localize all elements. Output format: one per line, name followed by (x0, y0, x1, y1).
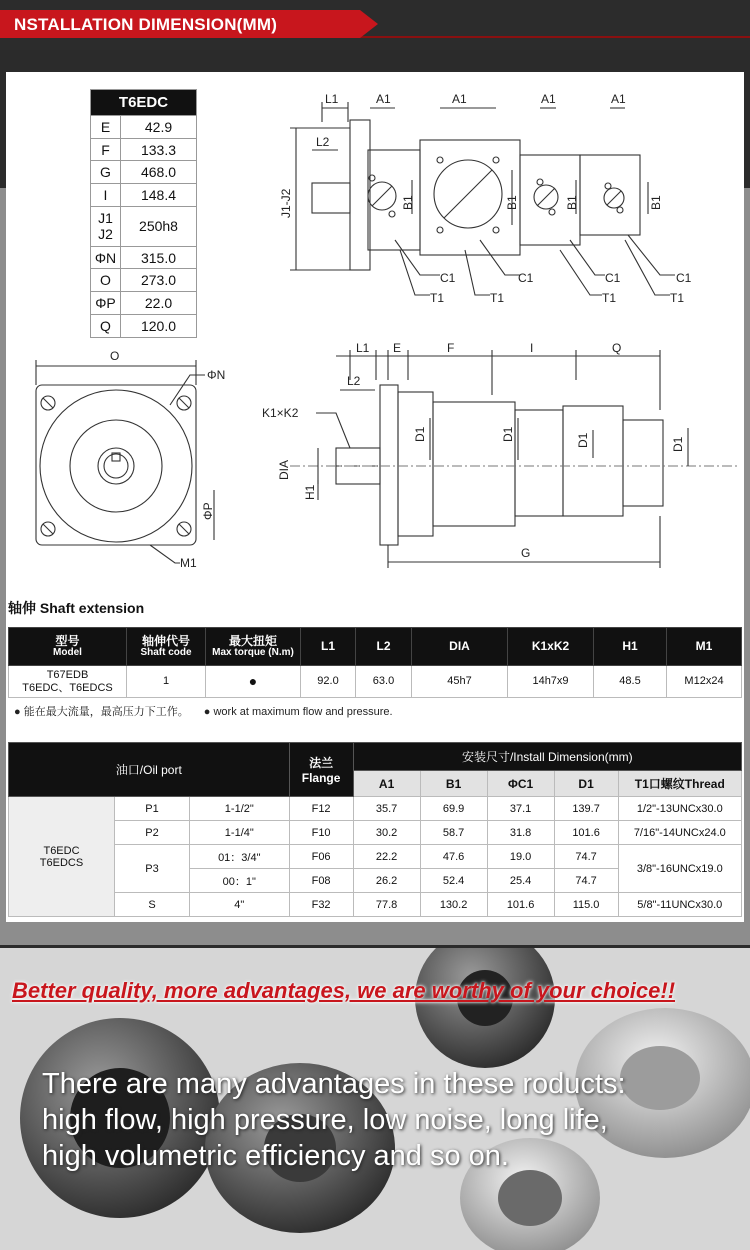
part-vane-bore (498, 1170, 562, 1226)
cell-flange: F06 (289, 845, 353, 869)
cell-c1: 25.4 (487, 869, 554, 893)
cell-b1: 69.9 (420, 797, 487, 821)
cell-port: S (115, 893, 190, 917)
table-row (9, 845, 742, 869)
label-g: G (521, 546, 531, 560)
cell-size: 4" (190, 893, 290, 917)
label-b1: B1 (505, 195, 519, 210)
cell-size: 01：3/4" (190, 845, 290, 869)
label-c1: C1 (518, 271, 534, 285)
cell-c1: 31.8 (487, 821, 554, 845)
col-m1: M1 (667, 628, 742, 666)
label-a1: A1 (611, 92, 626, 106)
label-t1: T1 (430, 291, 445, 305)
cell-dia: 45h7 (412, 666, 508, 698)
cell-b1: 47.6 (420, 845, 487, 869)
cell-size: 00：1" (190, 869, 290, 893)
promo-slogan: Better quality, more advantages, we are worthy of your choice!! (12, 978, 676, 1003)
port-table (8, 742, 742, 917)
side-view-labels (262, 341, 685, 560)
flange-view-labels (110, 349, 225, 570)
cell-d1: 74.7 (554, 869, 618, 893)
col-max-torque: 最大扭矩 Max torque (N.m) (206, 628, 301, 666)
spec-key: J1 J2 (91, 206, 121, 246)
label-d1: D1 (413, 426, 427, 442)
cell-shaft-code: 1 (127, 666, 206, 698)
label-f: F (447, 341, 455, 355)
label-k1k2: K1×K2 (262, 406, 299, 420)
label-l2: L2 (316, 135, 330, 149)
label-t1: T1 (602, 291, 617, 305)
label-n: ΦN (207, 368, 226, 382)
cell-flange: F10 (289, 821, 353, 845)
header-oil-port: 油口/Oil port (9, 743, 290, 797)
cell-c1: 101.6 (487, 893, 554, 917)
label-d1: D1 (576, 432, 590, 448)
col-k1k2: K1xK2 (508, 628, 594, 666)
label-l1: L1 (325, 92, 339, 106)
cell-model: T6EDC T6EDCS (9, 797, 115, 917)
col-l1: L1 (301, 628, 356, 666)
cell-thread: 3/8"-16UNCx19.0 (618, 845, 741, 893)
promo-line: high flow, high pressure, low noise, long life, (42, 1104, 608, 1136)
spec-value: 250h8 (121, 206, 197, 246)
cell-a1: 77.8 (353, 893, 420, 917)
cell-d1: 74.7 (554, 845, 618, 869)
table-row (9, 797, 742, 821)
cell-b1: 58.7 (420, 821, 487, 845)
cell-b1: 130.2 (420, 893, 487, 917)
spec-key: ΦP (91, 292, 121, 315)
label-b1: B1 (401, 195, 415, 210)
cell-port: P1 (115, 797, 190, 821)
promo-line: There are many advantages in these roducts: (42, 1068, 626, 1100)
col-c1: ΦC1 (487, 771, 554, 797)
label-c1: C1 (676, 271, 692, 285)
spec-value: 273.0 (121, 269, 197, 292)
spec-key: Q (91, 314, 121, 337)
label-p: ΦP (201, 502, 215, 520)
label-a1: A1 (376, 92, 391, 106)
label-l1: L1 (356, 341, 370, 355)
cell-port: P3 (115, 845, 190, 893)
label-b1: B1 (565, 195, 579, 210)
cell-d1: 101.6 (554, 821, 618, 845)
cell-k1k2: 14h7x9 (508, 666, 594, 698)
spec-key: G (91, 161, 121, 184)
cell-d1: 139.7 (554, 797, 618, 821)
shaft-note (14, 703, 405, 719)
spec-value: 22.0 (121, 292, 197, 315)
label-o: O (110, 349, 120, 363)
cell-torque: ● (206, 666, 301, 698)
cell-a1: 22.2 (353, 845, 420, 869)
label-j1j2: J1-J2 (279, 188, 293, 218)
promo-line: high volumetric efficiency and so on. (42, 1140, 509, 1172)
cell-b1: 52.4 (420, 869, 487, 893)
cell-h1: 48.5 (594, 666, 667, 698)
header-flange: 法兰 Flange (289, 743, 353, 797)
label-c1: C1 (440, 271, 456, 285)
spec-key: I (91, 184, 121, 207)
label-d1: D1 (671, 436, 685, 452)
top-view-labels (279, 92, 692, 305)
spec-key: O (91, 269, 121, 292)
col-model: 型号 Model (9, 628, 127, 666)
cell-d1: 115.0 (554, 893, 618, 917)
note-en: ● work at maximum flow and pressure. (203, 706, 393, 718)
col-l2: L2 (356, 628, 412, 666)
spec-key: E (91, 116, 121, 139)
cell-size: 1-1/4" (190, 821, 290, 845)
label-c1: C1 (605, 271, 621, 285)
cell-l2: 63.0 (356, 666, 412, 698)
spec-value: 468.0 (121, 161, 197, 184)
spec-value: 120.0 (121, 314, 197, 337)
cell-flange: F12 (289, 797, 353, 821)
flange-view-drawing (36, 360, 214, 563)
cell-c1: 19.0 (487, 845, 554, 869)
cell-l1: 92.0 (301, 666, 356, 698)
label-d1: D1 (501, 426, 515, 442)
spec-value: 42.9 (121, 116, 197, 139)
label-a1: A1 (541, 92, 556, 106)
table-row (9, 666, 742, 698)
cell-a1: 35.7 (353, 797, 420, 821)
label-t1: T1 (490, 291, 505, 305)
cell-flange: F08 (289, 869, 353, 893)
label-l2: L2 (347, 374, 361, 388)
promo-banner (0, 948, 750, 1250)
cell-m1: M12x24 (667, 666, 742, 698)
label-t1: T1 (670, 291, 685, 305)
cell-thread: 7/16"-14UNCx24.0 (618, 821, 741, 845)
col-b1: B1 (420, 771, 487, 797)
cell-flange: F32 (289, 893, 353, 917)
spec-value: 148.4 (121, 184, 197, 207)
technical-drawing (0, 0, 750, 600)
cell-thread: 5/8"-11UNCx30.0 (618, 893, 741, 917)
label-a1: A1 (452, 92, 467, 106)
cell-port: P2 (115, 821, 190, 845)
label-i: I (530, 341, 534, 355)
cell-size: 1-1/2" (190, 797, 290, 821)
cell-thread: 1/2"-13UNCx30.0 (618, 797, 741, 821)
note-cn: ● 能在最大流量，最高压力下工作。 (14, 706, 189, 718)
label-dia: DIA (277, 459, 291, 480)
spec-table-title: T6EDC (91, 90, 197, 116)
shaft-extension-title: 轴伸 Shaft extension (8, 600, 145, 616)
spec-value: 133.3 (121, 138, 197, 161)
table-row (9, 893, 742, 917)
shaft-table (8, 627, 742, 698)
label-b1: B1 (649, 195, 663, 210)
col-shaft-code: 轴伸代号 Shaft code (127, 628, 206, 666)
section-title: NSTALLATION DIMENSION(MM) (14, 15, 278, 34)
spec-key: F (91, 138, 121, 161)
header-install-dimension: 安装尺寸/Install Dimension(mm) (353, 743, 741, 771)
col-d1: D1 (554, 771, 618, 797)
col-a1: A1 (353, 771, 420, 797)
col-h1: H1 (594, 628, 667, 666)
label-m1: M1 (180, 556, 197, 570)
cell-c1: 37.1 (487, 797, 554, 821)
spec-key: ΦN (91, 246, 121, 269)
top-view-drawing (290, 102, 675, 295)
col-dia: DIA (412, 628, 508, 666)
promo-description (42, 1066, 742, 1174)
cell-a1: 30.2 (353, 821, 420, 845)
cell-a1: 26.2 (353, 869, 420, 893)
table-row (9, 821, 742, 845)
cell-model: T67EDB T6EDC、T6EDCS (9, 666, 127, 698)
spec-value: 315.0 (121, 246, 197, 269)
col-thread: T1口螺纹Thread (618, 771, 741, 797)
label-e: E (393, 341, 402, 355)
label-h1: H1 (303, 484, 317, 500)
label-q: Q (612, 341, 622, 355)
